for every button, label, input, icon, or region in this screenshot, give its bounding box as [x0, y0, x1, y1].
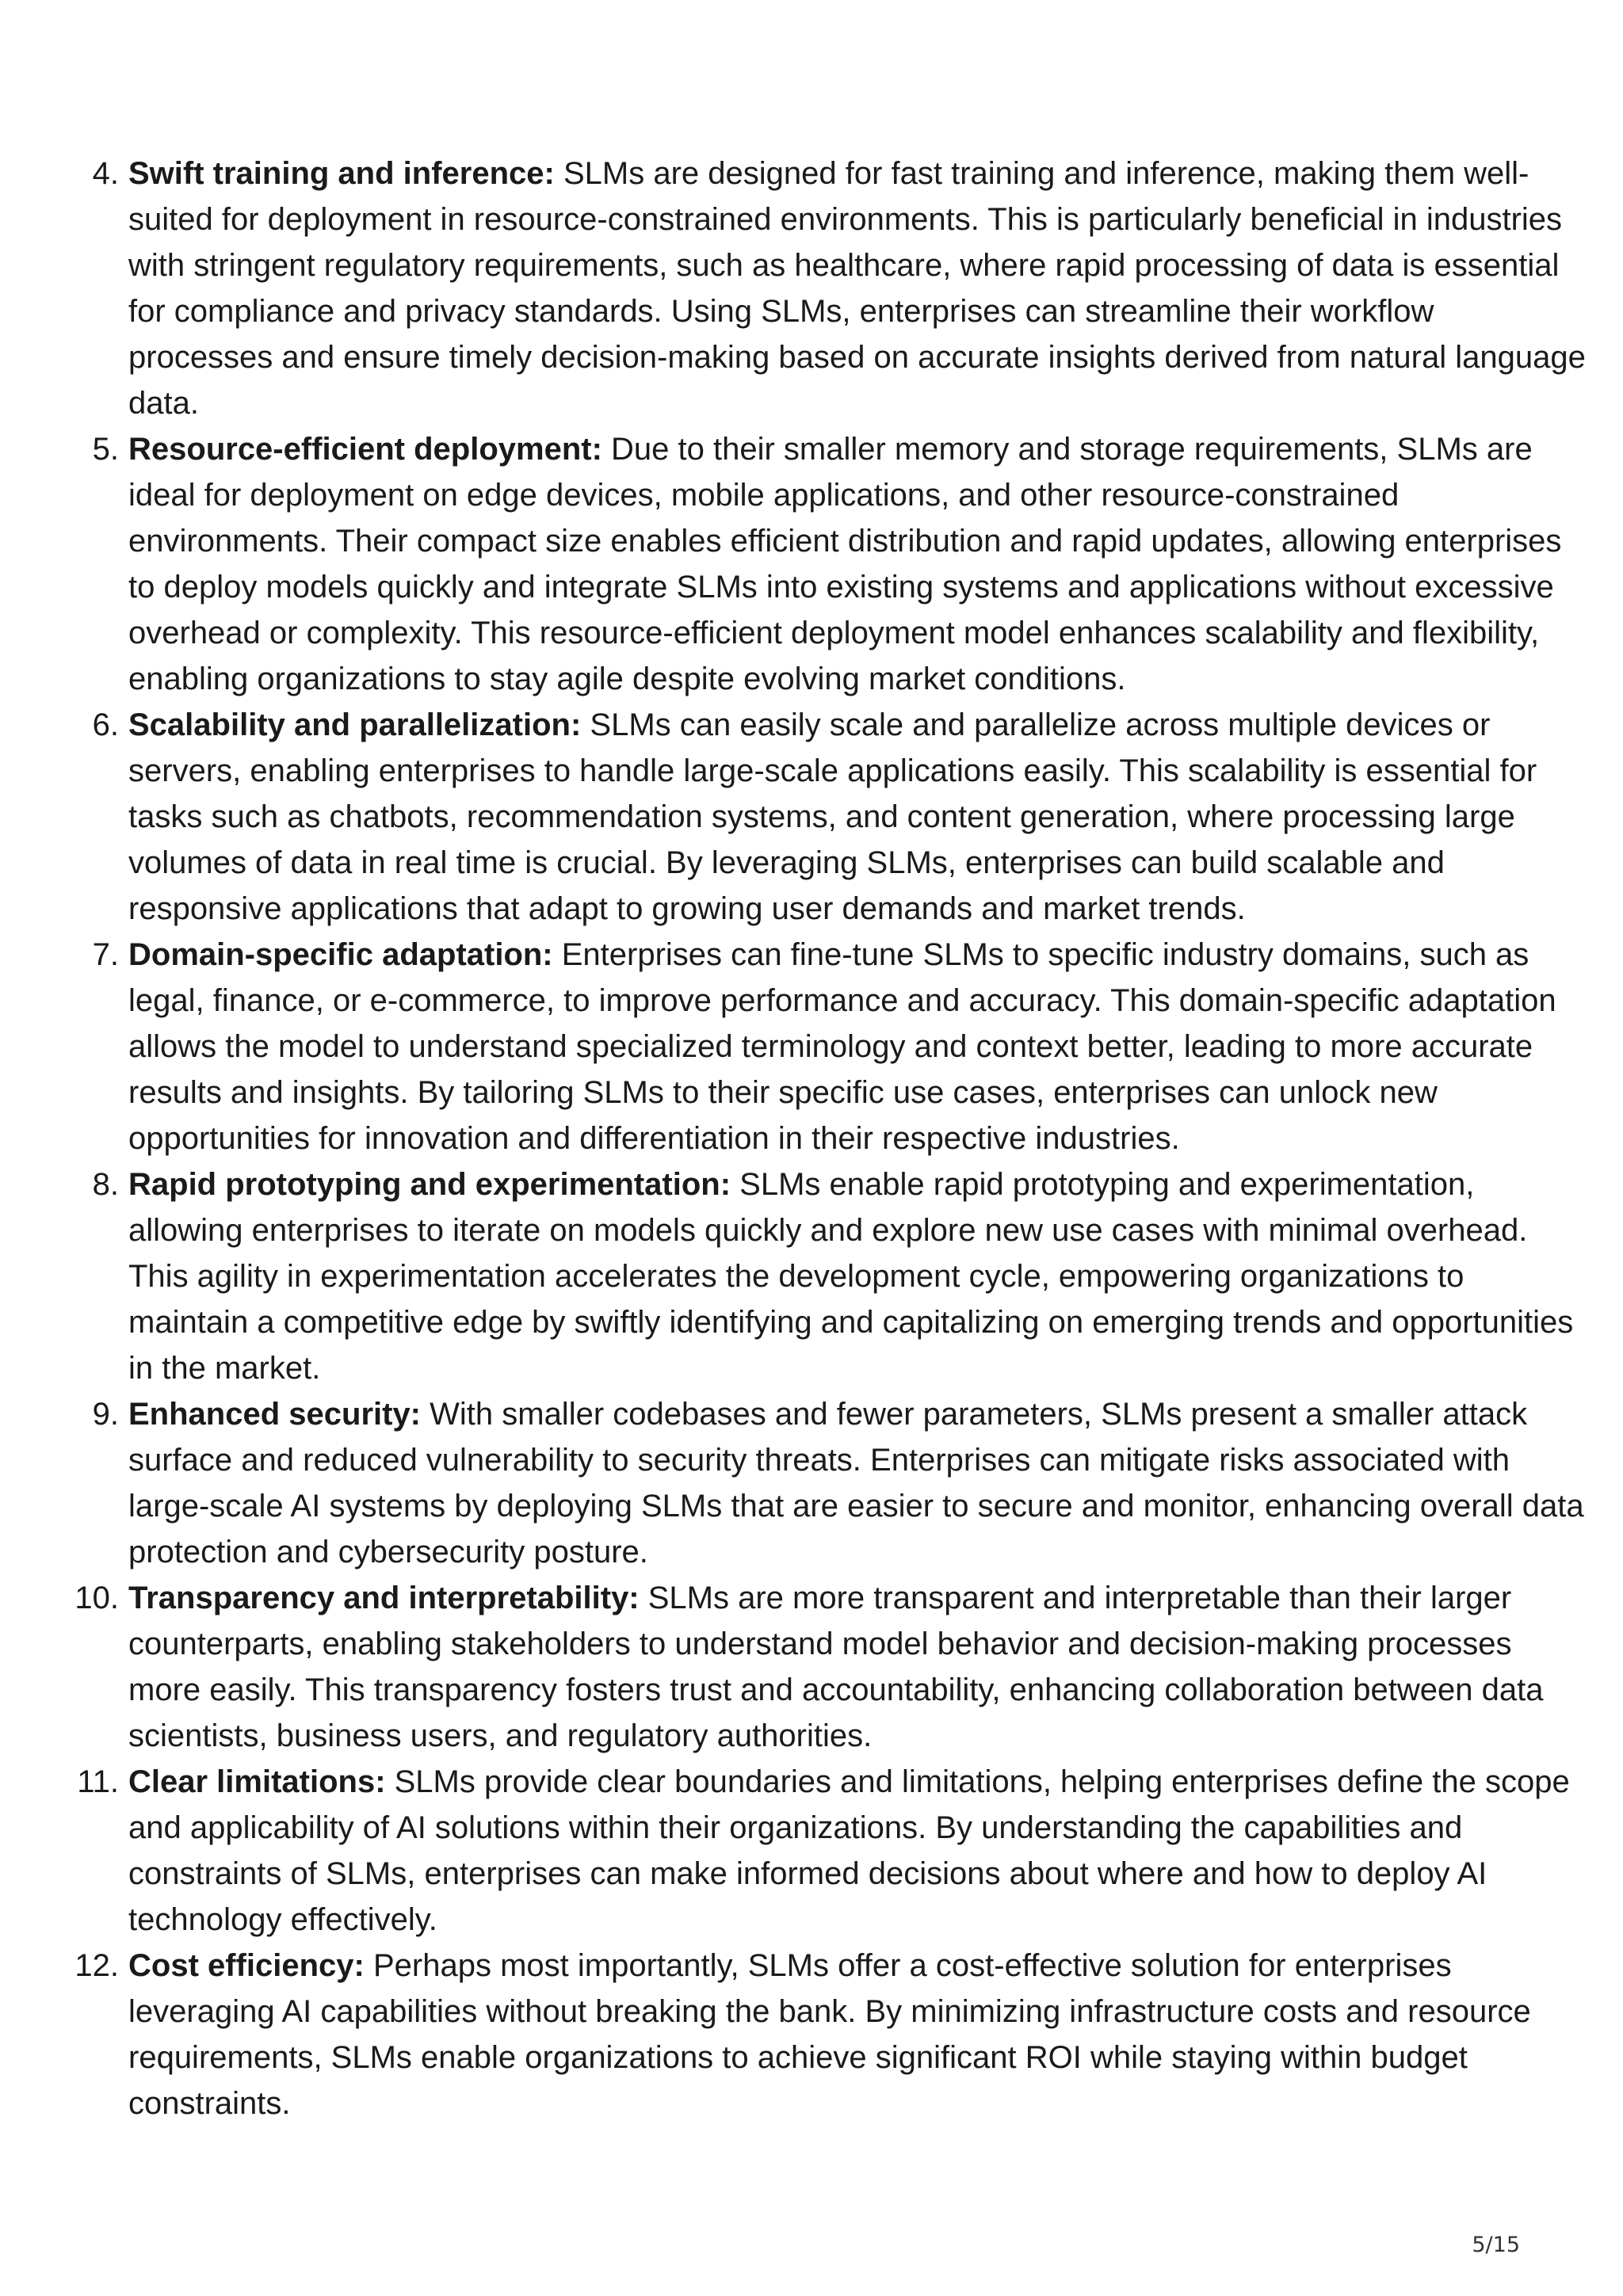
list-item-title: Cost efficiency: — [128, 1948, 365, 1983]
list-item-number: 11. — [77, 1764, 119, 1799]
list-item — [92, 151, 1587, 426]
list-item — [92, 702, 1587, 932]
list-item-number: 4. — [92, 156, 119, 191]
list-item-text: Due to their smaller memory and storage requirements, SLMs are ideal for deployment on edge devices, mobile applications, and other resource-constrained environments. Their compact size enables efficient distribution and rapid updates, allowing enterprises to deploy models quickly and integrate SLMs into existing systems and applications without excessive overhead or complexity. This resource-efficient deployment model enhances scalability and flexibility, enabling organizations to stay agile despite evolving market conditions. — [128, 432, 1562, 696]
list-item-number: 7. — [92, 937, 119, 972]
page-number: 5/15 — [1472, 2233, 1520, 2257]
list-item-text: Enterprises can fine-tune SLMs to specific industry domains, such as legal, finance, or e-commerce, to improve performance and accuracy. This domain-specific adaptation allows the model to understand specialized terminology and context better, leading to more accurate results and insights. By tailoring SLMs to their specific use cases, enterprises can unlock new opportunities for innovation and differentiation in their respective industries. — [128, 937, 1556, 1156]
list-item — [74, 1943, 1587, 2126]
list-item-title: Swift training and inference: — [128, 156, 555, 191]
benefit-list — [74, 151, 1587, 2126]
list-item-title: Rapid prototyping and experimentation: — [128, 1167, 731, 1202]
list-item-text: SLMs are designed for fast training and inference, making them well-suited for deployment in resource-constrained environments. This is particularly beneficial in industries with stringent regulatory requirements, such as healthcare, where rapid processing of data is essential for compliance and privacy standards. Using SLMs, enterprises can streamline their workflow processes and ensure timely decision-making based on accurate insights derived from natural language data. — [128, 156, 1586, 421]
list-item-number: 9. — [92, 1397, 119, 1432]
list-item-text: SLMs provide clear boundaries and limitations, helping enterprises define the scope and applicability of AI solutions within their organizations. By understanding the capabilities and constraints of SLMs, enterprises can make informed decisions about where and how to deploy AI technology effectively. — [128, 1764, 1570, 1937]
list-item-title: Enhanced security: — [128, 1397, 422, 1432]
list-item-title: Resource-efficient deployment: — [128, 432, 602, 467]
list-item-number: 12. — [74, 1948, 119, 1983]
list-item-text: With smaller codebases and fewer parameters, SLMs present a smaller attack surface and reduced vulnerability to security threats. Enterprises can mitigate risks associated with large-scale AI systems by deploying SLMs that are easier to secure and monitor, enhancing overall data protection and cybersecurity posture. — [128, 1397, 1584, 1569]
list-item-number: 10. — [74, 1581, 119, 1615]
list-item — [92, 426, 1587, 702]
list-item — [92, 1391, 1587, 1575]
list-item — [74, 1575, 1587, 1759]
list-item-text: SLMs can easily scale and parallelize across multiple devices or servers, enabling enterprises to handle large-scale applications easily. This scalability is essential for tasks such as chatbots, recommendation systems, and content generation, where processing large volumes of data in real time is crucial. By leveraging SLMs, enterprises can build scalable and responsive applications that adapt to growing user demands and market trends. — [128, 707, 1537, 926]
list-item-title: Clear limitations: — [128, 1764, 386, 1799]
list-item — [77, 1759, 1587, 1943]
list-item-title: Domain-specific adaptation: — [128, 937, 553, 972]
list-item — [92, 1161, 1587, 1391]
list-item-title: Transparency and interpretability: — [128, 1581, 640, 1615]
list-item-text: SLMs enable rapid prototyping and experimentation, allowing enterprises to iterate on models quickly and explore new use cases with minimal overhead. This agility in experimentation accelerates the development cycle, empowering organizations to maintain a competitive edge by swiftly identifying and capitalizing on emerging trends and opportunities in the market. — [128, 1167, 1574, 1386]
list-item-number: 8. — [92, 1167, 119, 1202]
list-item-text: Perhaps most importantly, SLMs offer a cost-effective solution for enterprises leveraging AI capabilities without breaking the bank. By minimizing infrastructure costs and resource requirements, SLMs enable organizations to achieve significant ROI while staying within budget constraints. — [128, 1948, 1531, 2121]
list-item-number: 5. — [92, 432, 119, 467]
list-item-title: Scalability and parallelization: — [128, 707, 582, 742]
list-item — [92, 932, 1587, 1161]
list-item-number: 6. — [92, 707, 119, 742]
list-item-text: SLMs are more transparent and interpretable than their larger counterparts, enabling stakeholders to understand model behavior and decision-making processes more easily. This transparency fosters trust and accountability, enhancing collaboration between data scientists, business users, and regulatory authorities. — [128, 1581, 1544, 1753]
